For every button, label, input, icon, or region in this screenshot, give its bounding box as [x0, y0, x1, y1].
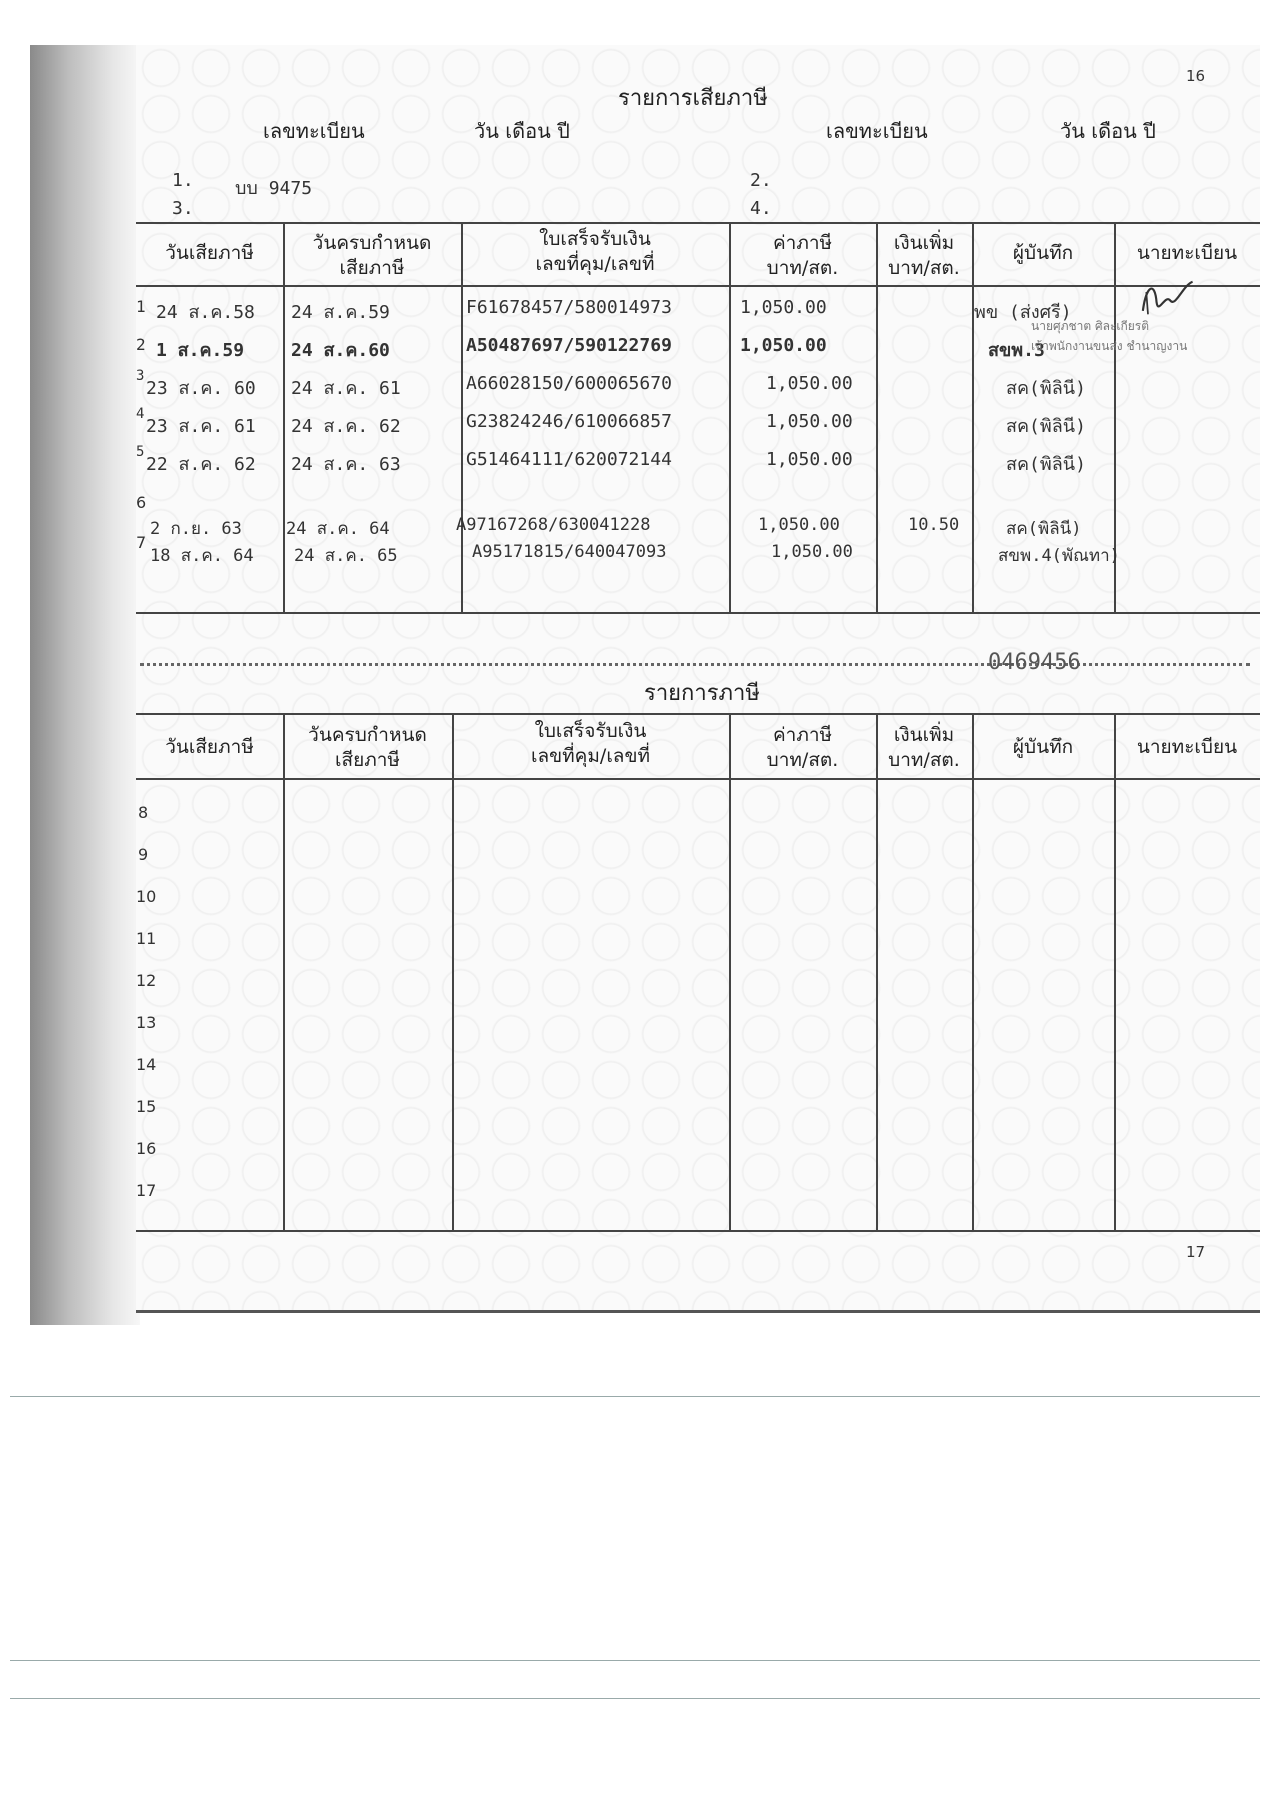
perforation-line	[140, 663, 1250, 674]
col-divider	[729, 713, 731, 1230]
row-number: 8	[138, 803, 149, 822]
row-number: 9	[138, 845, 149, 864]
tax-payment-title: รายการเสียภาษี	[618, 86, 768, 111]
reg-4-num: 4.	[750, 198, 772, 219]
date-label-right: วัน เดือน ปี	[1060, 119, 1156, 143]
table-row: 3 23 ส.ค. 60 24 ส.ค. 61 A66028150/600065670 1,050.00 สค(พิลินี)	[136, 368, 1086, 399]
col-head-due-date: วันครบกำหนด เสียภาษี	[308, 724, 427, 771]
reg-1-num: 1.	[172, 170, 194, 191]
row-number: 12	[136, 971, 157, 990]
row-number-6: 6	[136, 493, 147, 512]
row-number: 15	[136, 1097, 157, 1116]
table-row: 2 ก.ย. 63 24 ส.ค. 64 A97167268/630041228 1,050.00 10.50 สค(พิลินี)	[150, 515, 1082, 539]
table-row: 4 23 ส.ค. 61 24 ส.ค. 62 G23824246/610066857 1,050.00 สค(พิลินี)	[136, 406, 1086, 437]
row-number: 17	[136, 1181, 157, 1200]
scan-rule	[10, 1660, 1260, 1661]
col-head-registrar: นายทะเบียน	[1136, 736, 1238, 758]
col-head-paid-date: วันเสียภาษี	[165, 242, 254, 264]
col-head-recorder: ผู้บันทึก	[1012, 736, 1074, 758]
page-number-bottom: 17	[1186, 1243, 1206, 1261]
row-number: 16	[136, 1139, 157, 1158]
col-head-surcharge: เงินเพิ่ม บาท/สต.	[888, 724, 960, 771]
row-number: 11	[136, 929, 157, 948]
reg-label-left: เลขทะเบียน	[263, 119, 365, 143]
col-divider	[452, 713, 454, 1230]
serial-number: 0469456	[988, 650, 1081, 675]
col-divider	[283, 713, 285, 1230]
col-head-tax: ค่าภาษี บาท/สต.	[766, 724, 839, 771]
col-head-due-date: วันครบกำหนด เสียภาษี	[312, 232, 432, 279]
registrar-stamp-name: นายศุภชาต ศิละเกียรติ	[1031, 319, 1150, 333]
table-header-border	[136, 778, 1260, 780]
reg-label-right: เลขทะเบียน	[826, 119, 928, 143]
scan-rule	[10, 1396, 1260, 1397]
scan-shadow	[30, 45, 140, 1325]
table-header-border	[136, 285, 1260, 287]
col-head-receipt: ใบเสร็จรับเงิน เลขที่คุม/เลขที่	[535, 228, 655, 275]
reg-3-num: 3.	[172, 198, 194, 219]
registrar-signature-icon	[1136, 273, 1196, 323]
col-head-tax: ค่าภาษี บาท/สต.	[766, 232, 839, 279]
col-head-surcharge: เงินเพิ่ม บาท/สต.	[888, 232, 960, 279]
reg-1-value: บบ 9475	[235, 178, 313, 199]
scan-rule	[10, 1698, 1260, 1699]
col-head-recorder: ผู้บันทึก	[1012, 242, 1074, 264]
row-number: 10	[136, 887, 157, 906]
registrar-stamp-position: เจ้าพนักงานขนส่ง ชำนาญงาน	[1031, 339, 1188, 353]
col-divider	[876, 713, 878, 1230]
col-divider	[1114, 713, 1116, 1230]
col-head-paid-date: วันเสียภาษี	[165, 736, 254, 758]
vehicle-tax-document	[136, 45, 1260, 1313]
col-head-receipt: ใบเสร็จรับเงิน เลขที่คุม/เลขที่	[531, 720, 650, 767]
col-head-registrar: นายทะเบียน	[1136, 242, 1238, 264]
table-row: 1 24 ส.ค.58 24 ส.ค.59 F61678457/580014973 1,050.00 พข (ส่งศรี)	[136, 297, 1072, 323]
row-number: 13	[136, 1013, 157, 1032]
tax-list-title: รายการภาษี	[644, 681, 760, 706]
table-top-border	[136, 222, 1260, 224]
table-bottom-border	[136, 612, 1260, 614]
table-row: 5 22 ส.ค. 62 24 ส.ค. 63 G51464111/620072144 1,050.00 สค(พิลินี)	[136, 444, 1086, 475]
row-number: 14	[136, 1055, 157, 1074]
table-bottom-border	[136, 1230, 1260, 1232]
row-number-7: 7	[136, 533, 147, 552]
table-row: 2 1 ส.ค.59 24 ส.ค.60 A50487697/590122769 1,050.00 สขพ.3	[136, 335, 1045, 361]
reg-2-num: 2.	[750, 170, 772, 191]
page-number-top: 16	[1186, 67, 1206, 85]
col-divider	[972, 713, 974, 1230]
table-top-border	[136, 713, 1260, 715]
date-label-left: วัน เดือน ปี	[474, 119, 570, 143]
table-row: 18 ส.ค. 64 24 ส.ค. 65 A95171815/640047093 1,050.00 สขพ.4(พัณทา)	[150, 542, 1120, 566]
